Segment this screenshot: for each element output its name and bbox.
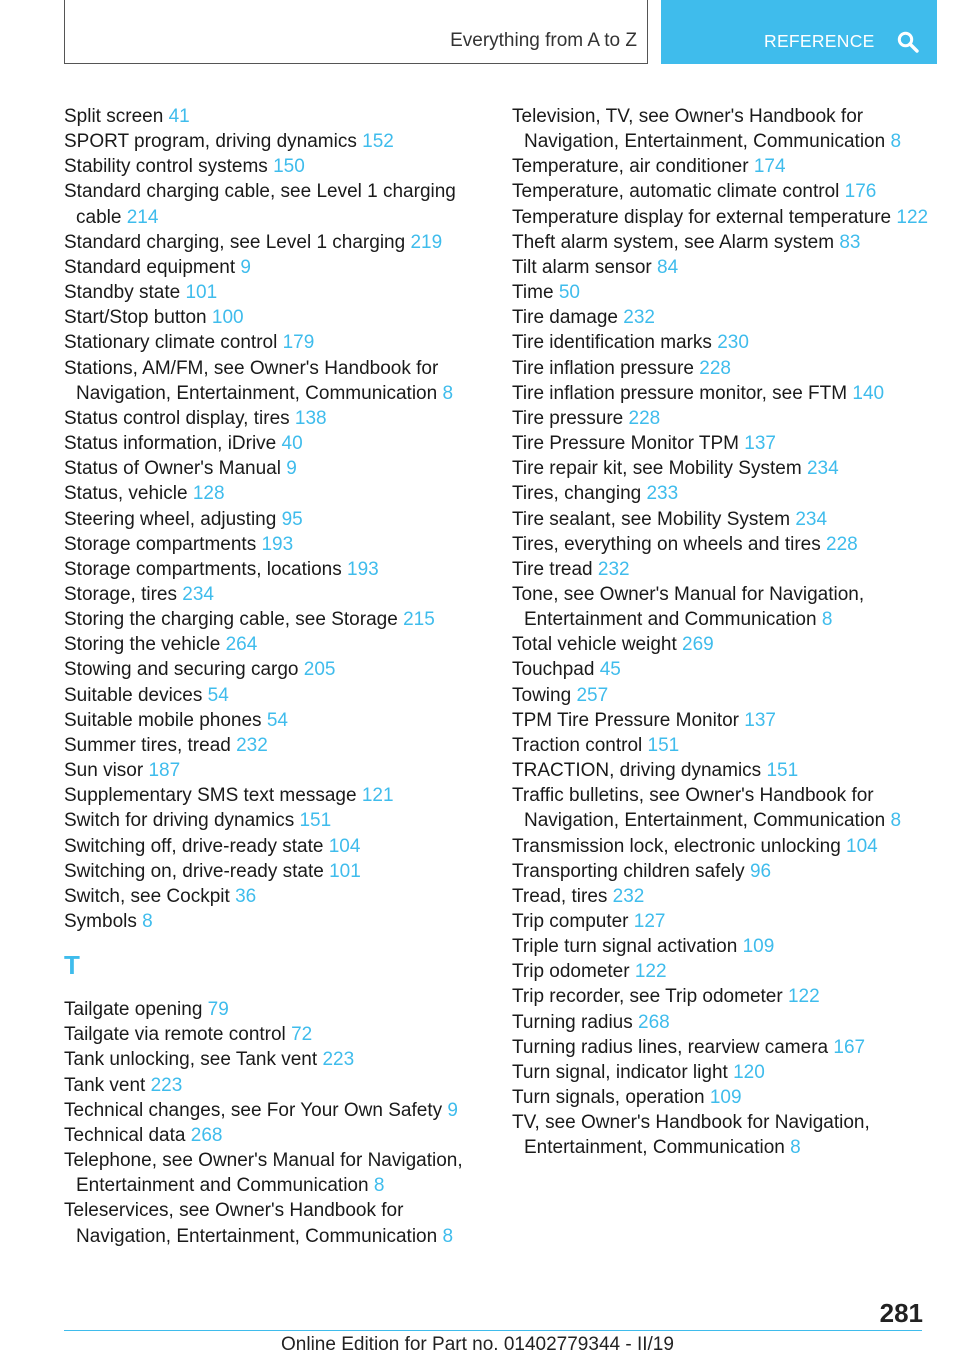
page-reference-link[interactable]: 152 xyxy=(362,131,394,153)
index-entry-text: Switch for driving dynamics xyxy=(64,810,295,832)
index-entry xyxy=(512,708,930,733)
index-entry-text: Traction control xyxy=(512,734,643,756)
page-reference-link[interactable]: 232 xyxy=(612,885,645,907)
index-entry-text: Teleservices, see Owner's Handbook for Navigation, Entertainment, Communication xyxy=(64,1200,438,1247)
index-entry-text: Tailgate opening xyxy=(64,999,203,1021)
index-entry-text: Tank vent xyxy=(64,1074,146,1096)
page-number: 281 xyxy=(879,1298,923,1328)
page-reference-link[interactable]: 45 xyxy=(599,659,621,681)
index-entry-text: Summer tires, tread xyxy=(64,734,231,756)
index-entry-text: Storage compartments xyxy=(64,533,257,555)
header-title: Everything from A to Z xyxy=(450,30,637,51)
page-reference-link[interactable]: 205 xyxy=(303,659,336,681)
index-entry xyxy=(64,456,482,481)
index-entry xyxy=(64,808,482,833)
page-reference-link[interactable]: 72 xyxy=(291,1024,313,1046)
index-entry-text: Stowing and securing cargo xyxy=(64,659,299,681)
index-entry xyxy=(512,934,930,959)
page-reference-link[interactable]: 234 xyxy=(806,458,839,480)
index-entry-text: Status of Owner's Manual xyxy=(64,458,281,480)
page-reference-link[interactable]: 228 xyxy=(628,407,661,429)
page-reference-link[interactable]: 100 xyxy=(211,307,244,329)
page-reference-link[interactable]: 101 xyxy=(329,860,361,882)
index-entry xyxy=(512,255,930,280)
index-entry-text: Stations, AM/FM, see Owner's Handbook for Navigation, Entertainment, Communication xyxy=(64,357,439,404)
index-entry xyxy=(64,280,482,305)
page-reference-link[interactable]: 40 xyxy=(281,433,303,455)
page-reference-link[interactable]: 8 xyxy=(890,131,902,153)
index-entry xyxy=(512,356,930,381)
index-entry xyxy=(64,1123,482,1148)
index-entry-text: Television, TV, see Owner's Handbook for Navigation, Entertainment, Communication xyxy=(512,106,886,153)
index-entry xyxy=(512,632,930,657)
index-entry-text: Symbols xyxy=(64,911,137,932)
page-reference-link[interactable]: 50 xyxy=(558,282,580,304)
page-reference-link[interactable]: 215 xyxy=(403,609,435,631)
index-entry xyxy=(512,431,930,456)
index-list-s xyxy=(64,104,482,934)
index-entry-text: Turn signal, indicator light xyxy=(512,1061,728,1083)
index-entry-text: Traffic bulletins, see Owner's Handbook for Navigation, Entertainment, Communication xyxy=(512,785,886,832)
index-entry-text: Towing xyxy=(512,684,572,706)
index-entry-text: Stationary climate control xyxy=(64,332,278,354)
page-reference-link[interactable]: 122 xyxy=(634,961,667,983)
index-entry-text: Tire inflation pressure monitor, see FTM xyxy=(512,382,848,404)
reference-tab-label: REFERENCE xyxy=(764,31,875,51)
index-list-t xyxy=(64,997,482,1249)
page-reference-link[interactable]: 9 xyxy=(447,1099,458,1121)
page-reference-link[interactable]: 121 xyxy=(361,785,394,807)
index-entry xyxy=(512,179,930,204)
page-reference-link[interactable]: 83 xyxy=(839,231,861,253)
index-entry xyxy=(512,834,930,859)
reference-tab[interactable] xyxy=(661,0,937,64)
page-reference-link[interactable]: 232 xyxy=(236,734,268,756)
index-entry xyxy=(512,733,930,758)
index-entry-text: Tire Pressure Monitor TPM xyxy=(512,433,739,455)
index-entry xyxy=(64,834,482,859)
index-entry xyxy=(64,632,482,657)
page-reference-link[interactable]: 151 xyxy=(299,810,332,832)
index-entry xyxy=(512,230,930,255)
page-reference-link[interactable]: 138 xyxy=(294,407,327,429)
page-reference-link[interactable]: 223 xyxy=(322,1049,355,1071)
index-column-right xyxy=(512,104,930,1161)
index-entry-text: Temperature, air conditioner xyxy=(512,156,749,178)
index-entry xyxy=(512,959,930,984)
index-entry-text: Stability control systems xyxy=(64,156,268,178)
index-entry-text: Storage compartments, locations xyxy=(64,558,342,580)
index-entry xyxy=(512,758,930,783)
index-entry xyxy=(64,356,482,406)
index-entry-text: Standby state xyxy=(64,282,181,304)
page-reference-link[interactable]: 36 xyxy=(235,885,257,907)
index-entry-text: Tire pressure xyxy=(512,407,624,429)
index-entry-text: Technical changes, see For Your Own Safety xyxy=(64,1099,443,1121)
index-entry xyxy=(64,230,482,255)
page-reference-link[interactable]: 230 xyxy=(717,332,749,354)
index-entry xyxy=(512,406,930,431)
index-entry xyxy=(512,1035,930,1060)
page-reference-link[interactable]: 234 xyxy=(795,508,828,530)
index-entry-text: Transmission lock, electronic unlocking xyxy=(512,835,841,857)
index-entry xyxy=(512,330,930,355)
page-reference-link[interactable]: 214 xyxy=(126,206,159,228)
index-entry-text: Split screen xyxy=(64,106,164,127)
page-reference-link[interactable]: 150 xyxy=(273,156,305,178)
index-entry xyxy=(64,997,482,1022)
index-entry xyxy=(64,330,482,355)
page-reference-link[interactable]: 95 xyxy=(281,508,303,530)
index-entry xyxy=(512,557,930,582)
page-reference-link[interactable]: 101 xyxy=(185,282,218,304)
index-entry xyxy=(64,657,482,682)
index-entry xyxy=(512,1010,930,1035)
page-reference-link[interactable]: 9 xyxy=(240,256,251,278)
index-entry xyxy=(64,305,482,330)
index-entry-text: Tire inflation pressure xyxy=(512,357,694,379)
index-entry xyxy=(512,909,930,934)
index-entry-text: Time xyxy=(512,282,554,304)
page-reference-link[interactable]: 228 xyxy=(699,357,731,379)
index-entry-text: Switch, see Cockpit xyxy=(64,885,230,907)
search-icon[interactable] xyxy=(897,31,919,53)
index-entry-text: Standard charging, see Level 1 charging xyxy=(64,231,406,253)
page-reference-link[interactable]: 174 xyxy=(753,156,786,178)
index-entry xyxy=(64,104,482,129)
page-reference-link[interactable]: 54 xyxy=(266,709,288,731)
page-reference-link[interactable]: 151 xyxy=(766,760,799,782)
index-entry xyxy=(512,1110,930,1160)
index-entry xyxy=(64,557,482,582)
index-entry xyxy=(64,154,482,179)
section-spacer xyxy=(64,984,482,997)
index-entry xyxy=(512,305,930,330)
index-entry-text: Steering wheel, adjusting xyxy=(64,508,277,530)
index-entry xyxy=(512,381,930,406)
page-reference-link[interactable]: 84 xyxy=(657,256,679,278)
index-entry xyxy=(512,783,930,833)
index-entry xyxy=(512,481,930,506)
index-entry-text: Tire repair kit, see Mobility System xyxy=(512,458,802,480)
index-entry-text: Turning radius lines, rearview camera xyxy=(512,1036,829,1058)
page-reference-link[interactable]: 120 xyxy=(733,1061,765,1083)
index-entry-text: Switching on, drive-ready state xyxy=(64,860,324,882)
index-entry xyxy=(64,255,482,280)
page-reference-link[interactable]: 96 xyxy=(749,860,772,882)
index-entry xyxy=(512,657,930,682)
index-entry xyxy=(64,582,482,607)
index-entry xyxy=(64,884,482,909)
index-entry xyxy=(64,1148,482,1198)
page-reference-link[interactable]: 54 xyxy=(207,684,229,706)
page-reference-link[interactable]: 79 xyxy=(207,999,229,1021)
index-entry-text: Trip odometer xyxy=(512,961,630,983)
index-entry-text: Tire tread xyxy=(512,558,593,580)
page-reference-link[interactable]: 269 xyxy=(682,634,714,656)
footer-divider xyxy=(64,1330,922,1331)
page-reference-link[interactable]: 264 xyxy=(225,634,258,656)
index-entry-text: Suitable devices xyxy=(64,684,203,706)
index-entry-text: Sun visor xyxy=(64,760,144,782)
page-reference-link[interactable]: 127 xyxy=(633,911,666,932)
index-entry-text: Tilt alarm sensor xyxy=(512,256,652,278)
index-entry-text: Trip computer xyxy=(512,911,629,932)
index-entry-text: Tank unlocking, see Tank vent xyxy=(64,1049,318,1071)
index-entry-text: Storing the vehicle xyxy=(64,634,221,656)
index-entry-text: Tires, changing xyxy=(512,483,642,505)
index-entry-text: Storage, tires xyxy=(64,583,177,605)
page-reference-link[interactable]: 223 xyxy=(150,1074,183,1096)
index-entry xyxy=(64,481,482,506)
page-reference-link[interactable]: 193 xyxy=(261,533,294,555)
index-entry-text: Status, vehicle xyxy=(64,483,188,505)
index-entry-text: Trip recorder, see Trip odometer xyxy=(512,986,783,1008)
index-entry xyxy=(64,1047,482,1072)
index-entry xyxy=(64,179,482,229)
page-reference-link[interactable]: 232 xyxy=(597,558,630,580)
index-entry xyxy=(64,1022,482,1047)
index-entry xyxy=(512,532,930,557)
index-entry-text: TPM Tire Pressure Monitor xyxy=(512,709,739,731)
index-entry-text: Transporting children safely xyxy=(512,860,745,882)
index-entry xyxy=(64,129,482,154)
index-entry-text: Tailgate via remote control xyxy=(64,1024,286,1046)
index-entry xyxy=(64,909,482,934)
index-entry xyxy=(512,280,930,305)
index-entry-text: SPORT program, driving dynamics xyxy=(64,131,357,153)
index-entry xyxy=(64,758,482,783)
index-column-left xyxy=(64,104,482,1249)
page-reference-link[interactable]: 167 xyxy=(833,1036,866,1058)
page-reference-link[interactable]: 104 xyxy=(846,835,878,857)
page-reference-link[interactable]: 109 xyxy=(709,1087,742,1109)
page-reference-link[interactable]: 41 xyxy=(168,106,190,127)
index-entry xyxy=(64,532,482,557)
page-reference-link[interactable]: 257 xyxy=(576,684,609,706)
index-entry xyxy=(512,154,930,179)
page-reference-link[interactable]: 8 xyxy=(142,911,153,932)
page-reference-link[interactable]: 122 xyxy=(787,986,820,1008)
page-reference-link[interactable]: 128 xyxy=(192,483,225,505)
index-entry-text: Supplementary SMS text message xyxy=(64,785,357,807)
index-entry xyxy=(512,884,930,909)
index-entry-text: Standard equipment xyxy=(64,256,236,278)
index-entry-text: Start/Stop button xyxy=(64,307,207,329)
page-reference-link[interactable]: 151 xyxy=(647,734,680,756)
section-letter: T xyxy=(64,950,80,981)
index-entry xyxy=(64,1198,482,1248)
page-reference-link[interactable]: 176 xyxy=(844,181,877,203)
index-entry-text: TV, see Owner's Handbook for Navigation, Entertainment, Communication xyxy=(512,1112,870,1159)
index-entry xyxy=(64,406,482,431)
index-entry xyxy=(512,1085,930,1110)
index-entry-text: Theft alarm system, see Alarm system xyxy=(512,231,835,253)
index-entry-text: Tire identification marks xyxy=(512,332,712,354)
index-entry-text: TRACTION, driving dynamics xyxy=(512,760,762,782)
index-entry xyxy=(512,859,930,884)
page-reference-link[interactable]: 187 xyxy=(148,760,181,782)
index-entry xyxy=(64,708,482,733)
index-entry-text: Tread, tires xyxy=(512,885,608,907)
index-entry-text: Turn signals, operation xyxy=(512,1087,705,1109)
page-reference-link[interactable]: 104 xyxy=(328,835,361,857)
index-entry xyxy=(64,507,482,532)
index-entry xyxy=(64,783,482,808)
page-reference-link[interactable]: 109 xyxy=(742,936,775,958)
index-entry xyxy=(512,582,930,632)
index-entry-text: Suitable mobile phones xyxy=(64,709,262,731)
page-reference-link[interactable]: 219 xyxy=(410,231,443,253)
index-entry xyxy=(512,456,930,481)
index-entry-text: Temperature, automatic climate control xyxy=(512,181,840,203)
page-reference-link[interactable]: 8 xyxy=(890,810,902,832)
index-entry xyxy=(64,431,482,456)
index-entry xyxy=(512,104,930,154)
index-entry xyxy=(64,1073,482,1098)
index-entry-text: Switching off, drive-ready state xyxy=(64,835,324,857)
page-reference-link[interactable]: 137 xyxy=(744,709,776,731)
index-entry-text: Temperature display for external temperature xyxy=(512,206,892,228)
index-entry xyxy=(512,984,930,1009)
index-entry xyxy=(512,205,930,230)
index-entry-text: Technical data xyxy=(64,1124,186,1146)
index-entry-text: Standard charging cable, see Level 1 charging cable xyxy=(64,181,456,228)
index-entry xyxy=(64,683,482,708)
page-reference-link[interactable]: 8 xyxy=(373,1175,385,1197)
page-reference-link[interactable]: 268 xyxy=(190,1124,223,1146)
index-entry-text: Tire damage xyxy=(512,307,618,329)
page-reference-link[interactable]: 137 xyxy=(744,433,776,455)
page-reference-link[interactable]: 179 xyxy=(282,332,315,354)
page-reference-link[interactable]: 140 xyxy=(852,382,885,404)
index-entry-text: Telephone, see Owner's Manual for Navigation, Entertainment and Communication xyxy=(64,1150,463,1197)
page-reference-link[interactable]: 122 xyxy=(896,206,929,228)
index-list-t-continued xyxy=(512,104,930,1161)
index-entry xyxy=(64,1098,482,1123)
index-entry xyxy=(64,607,482,632)
index-entry-text: Status information, iDrive xyxy=(64,433,277,455)
index-entry-text: Tire sealant, see Mobility System xyxy=(512,508,791,530)
page-reference-link[interactable]: 8 xyxy=(821,609,833,631)
page-reference-link[interactable]: 268 xyxy=(638,1011,670,1033)
index-entry-text: Triple turn signal activation xyxy=(512,936,738,958)
page-reference-link[interactable]: 228 xyxy=(826,533,858,555)
page-reference-link[interactable]: 9 xyxy=(286,458,297,480)
index-entry xyxy=(512,1060,930,1085)
index-entry-text: Status control display, tires xyxy=(64,407,290,429)
index-entry-text: Touchpad xyxy=(512,659,595,681)
index-entry xyxy=(512,683,930,708)
index-entry xyxy=(64,733,482,758)
header-frame xyxy=(64,0,648,64)
footer-edition: Online Edition for Part no. 01402779344 - II/19 xyxy=(281,1334,674,1355)
page-reference-link[interactable]: 232 xyxy=(623,307,655,329)
page-reference-link[interactable]: 8 xyxy=(790,1137,801,1159)
page-reference-link[interactable]: 233 xyxy=(646,483,679,505)
index-entry xyxy=(512,507,930,532)
page-reference-link[interactable]: 8 xyxy=(442,1225,454,1247)
index-entry-text: Total vehicle weight xyxy=(512,634,677,656)
index-entry xyxy=(64,859,482,884)
page-reference-link[interactable]: 234 xyxy=(182,583,214,605)
index-entry-text: Tone, see Owner's Manual for Navigation, Entertainment and Communication xyxy=(512,583,865,631)
index-entry-text: Storing the charging cable, see Storage xyxy=(64,609,398,631)
page-reference-link[interactable]: 193 xyxy=(347,558,379,580)
index-entry-text: Turning radius xyxy=(512,1011,633,1033)
index-entry-text: Tires, everything on wheels and tires xyxy=(512,533,821,555)
page-reference-link[interactable]: 8 xyxy=(442,382,454,404)
